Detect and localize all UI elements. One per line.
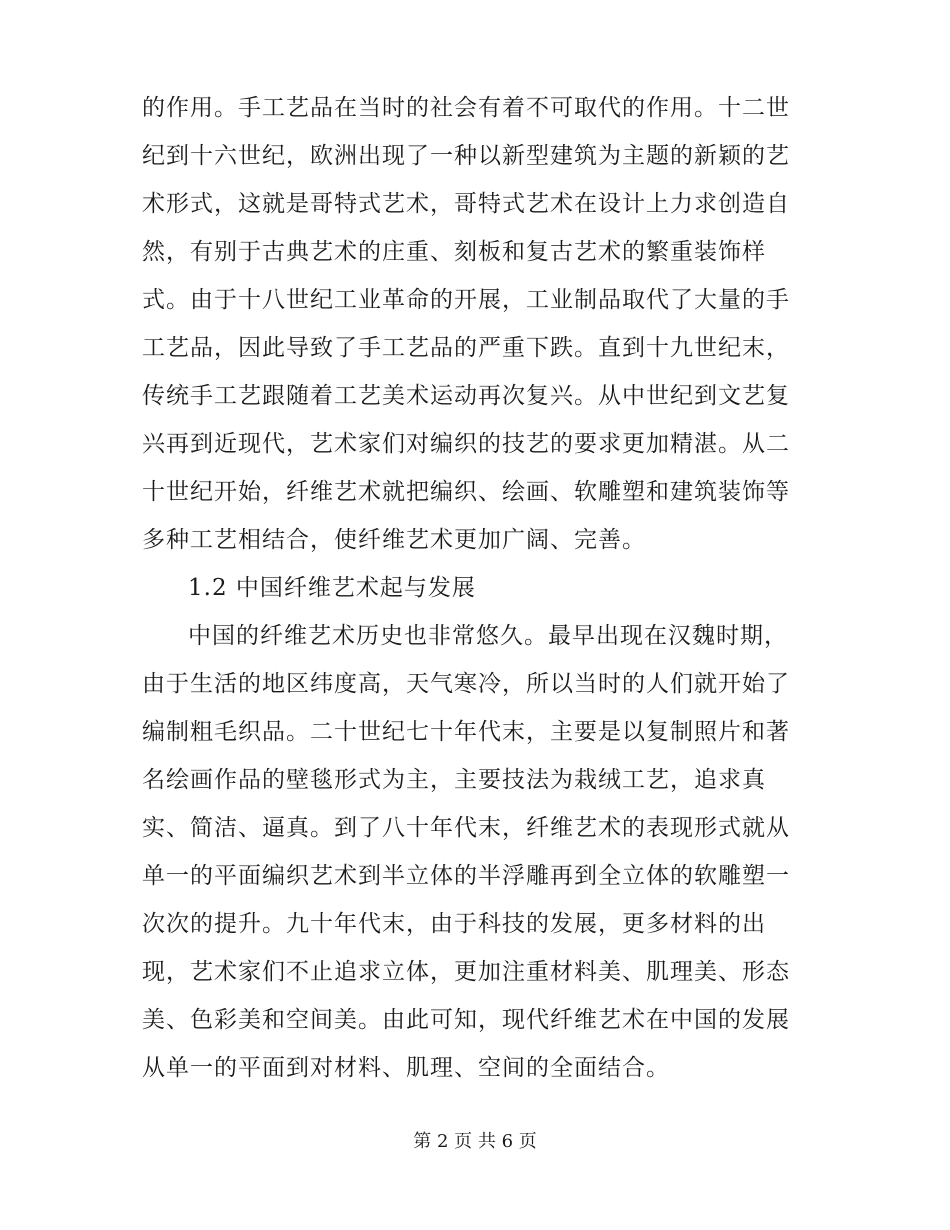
paragraph-line: 美、色彩美和空间美。由此可知，现代纤维艺术在中国的发展 [142, 1007, 790, 1033]
paragraph-line: 从单一的平面到对材料、肌理、空间的全面结合。 [142, 1055, 670, 1081]
paragraph-line: 名绘画作品的壁毯形式为主，主要技法为栽绒工艺，追求真 [142, 767, 766, 793]
document-body [142, 84, 822, 1092]
paragraph-line: 由于生活的地区纬度高，天气寒冷，所以当时的人们就开始了 [142, 671, 790, 697]
paragraph-line: 传统手工艺跟随着工艺美术运动再次复兴。从中世纪到文艺复 [142, 383, 790, 409]
paragraph-line: 中国的纤维艺术历史也非常悠久。最早出现在汉魏时期， [188, 623, 788, 649]
paragraph-line: 实、简洁、逼真。到了八十年代末，纤维艺术的表现形式就从 [142, 815, 790, 841]
paragraph-line: 工艺品，因此导致了手工艺品的严重下跌。直到十九世纪末， [142, 335, 790, 361]
paragraph-line: 现，艺术家们不止追求立体，更加注重材料美、肌理美、形态 [142, 959, 790, 985]
paragraph-line: 次次的提升。九十年代末，由于科技的发展，更多材料的出 [142, 911, 766, 937]
section-heading: 1.2 中国纤维艺术起与发展 [188, 575, 476, 601]
paragraph-line: 式。由于十八世纪工业革命的开展，工业制品取代了大量的手 [142, 287, 790, 313]
paragraph-line: 单一的平面编织艺术到半立体的半浮雕再到全立体的软雕塑一 [142, 863, 790, 889]
paragraph-line: 术形式，这就是哥特式艺术，哥特式艺术在设计上力求创造自 [142, 191, 790, 217]
paragraph-line: 多种工艺相结合，使纤维艺术更加广阔、完善。 [142, 527, 646, 553]
paragraph-line: 然，有别于古典艺术的庄重、刻板和复古艺术的繁重装饰样 [142, 239, 766, 265]
page-number-footer: 第 2 页 共 6 页 [413, 1131, 537, 1152]
paragraph-line: 的作用。手工艺品在当时的社会有着不可取代的作用。十二世 [142, 95, 790, 121]
paragraph-line: 兴再到近现代，艺术家们对编织的技艺的要求更加精湛。从二 [142, 431, 790, 457]
paragraph-line: 纪到十六世纪，欧洲出现了一种以新型建筑为主题的新颖的艺 [142, 143, 790, 169]
paragraph-line: 编制粗毛织品。二十世纪七十年代末，主要是以复制照片和著 [142, 719, 790, 745]
paragraph-line: 十世纪开始，纤维艺术就把编织、绘画、软雕塑和建筑装饰等 [142, 479, 790, 505]
